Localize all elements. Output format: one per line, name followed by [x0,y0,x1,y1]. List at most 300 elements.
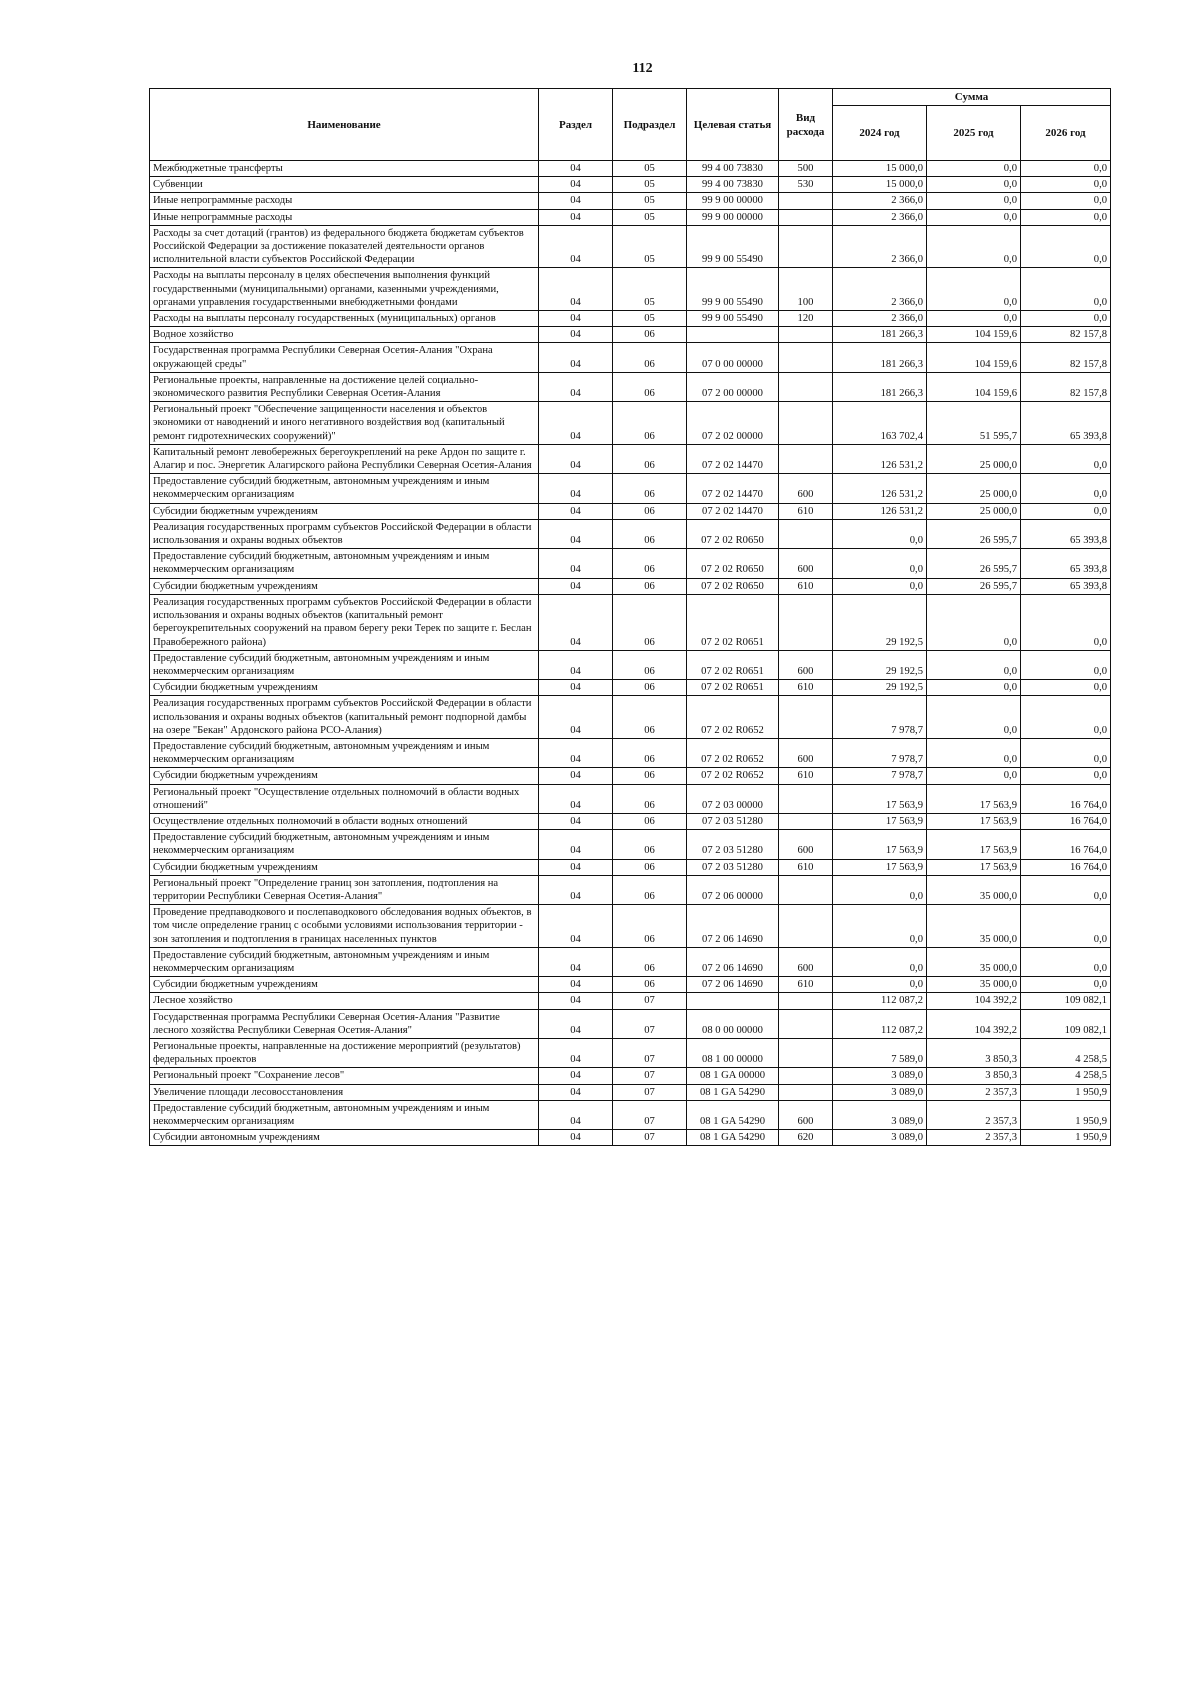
cell-subsection: 06 [613,947,687,976]
cell-2026: 0,0 [1021,875,1111,904]
header-2025: 2025 год [927,106,1021,161]
table-row [150,578,1111,594]
cell-kind [779,444,833,473]
cell-section: 04 [539,161,613,177]
cell-2025: 35 000,0 [927,947,1021,976]
cell-section: 04 [539,193,613,209]
table-row [150,813,1111,829]
cell-2025: 26 595,7 [927,519,1021,548]
header-section: Раздел [539,89,613,161]
cell-target: 08 1 00 00000 [687,1038,779,1067]
cell-kind: 530 [779,177,833,193]
cell-2025: 104 159,6 [927,343,1021,372]
cell-2025: 3 850,3 [927,1068,1021,1084]
cell-kind: 600 [779,1100,833,1129]
cell-kind [779,1009,833,1038]
cell-section: 04 [539,209,613,225]
cell-subsection: 07 [613,1084,687,1100]
cell-2025: 0,0 [927,696,1021,739]
cell-target [687,327,779,343]
cell-name: Предоставление субсидий бюджетным, автономным учреждениям и иным некоммерческим организациям [150,474,539,503]
cell-2026: 0,0 [1021,680,1111,696]
cell-name: Субсидии бюджетным учреждениям [150,680,539,696]
budget-table [149,88,1111,1146]
cell-2024: 181 266,3 [833,343,927,372]
cell-subsection: 05 [613,268,687,311]
cell-subsection: 06 [613,474,687,503]
cell-section: 04 [539,343,613,372]
cell-target: 99 9 00 00000 [687,193,779,209]
cell-2026: 0,0 [1021,594,1111,650]
cell-subsection: 06 [613,859,687,875]
cell-section: 04 [539,327,613,343]
cell-2024: 0,0 [833,977,927,993]
cell-section: 04 [539,859,613,875]
cell-name: Реализация государственных программ субъектов Российской Федерации в области использования и охраны водных объектов [150,519,539,548]
cell-subsection: 07 [613,993,687,1009]
cell-2026: 0,0 [1021,161,1111,177]
cell-2026: 4 258,5 [1021,1038,1111,1067]
header-2024: 2024 год [833,106,927,161]
cell-target: 99 4 00 73830 [687,161,779,177]
cell-section: 04 [539,402,613,445]
table-row [150,784,1111,813]
cell-name: Водное хозяйство [150,327,539,343]
cell-kind [779,875,833,904]
cell-kind: 120 [779,311,833,327]
cell-kind [779,193,833,209]
cell-2025: 17 563,9 [927,830,1021,859]
table-row [150,650,1111,679]
cell-kind [779,519,833,548]
cell-2024: 126 531,2 [833,474,927,503]
cell-2025: 104 392,2 [927,993,1021,1009]
cell-2025: 104 159,6 [927,327,1021,343]
cell-2025: 0,0 [927,311,1021,327]
cell-subsection: 06 [613,578,687,594]
cell-kind: 610 [779,578,833,594]
cell-subsection: 06 [613,372,687,401]
table-row [150,1068,1111,1084]
cell-target: 07 2 02 R0650 [687,519,779,548]
cell-section: 04 [539,372,613,401]
table-row [150,993,1111,1009]
cell-subsection: 06 [613,327,687,343]
cell-2026: 0,0 [1021,268,1111,311]
cell-2026: 65 393,8 [1021,549,1111,578]
cell-2026: 65 393,8 [1021,578,1111,594]
cell-name: Реализация государственных программ субъектов Российской Федерации в области использования и охраны водных объектов (капитальный ремонт подпорной дамбы на озере "Бекан" Ардонского района РСО-Алания) [150,696,539,739]
cell-2024: 17 563,9 [833,784,927,813]
cell-2024: 7 978,7 [833,738,927,767]
cell-2024: 2 366,0 [833,193,927,209]
cell-2026: 109 082,1 [1021,993,1111,1009]
cell-name: Субсидии бюджетным учреждениям [150,578,539,594]
cell-name: Расходы на выплаты персоналу государственных (муниципальных) органов [150,311,539,327]
table-row [150,738,1111,767]
cell-2025: 17 563,9 [927,859,1021,875]
cell-name: Государственная программа Республики Северная Осетия-Алания "Охрана окружающей среды" [150,343,539,372]
cell-target: 07 2 02 R0652 [687,768,779,784]
cell-section: 04 [539,650,613,679]
cell-name: Субсидии бюджетным учреждениям [150,503,539,519]
cell-2026: 1 950,9 [1021,1130,1111,1146]
cell-subsection: 05 [613,161,687,177]
table-row [150,947,1111,976]
cell-kind [779,993,833,1009]
cell-2025: 0,0 [927,650,1021,679]
cell-2026: 0,0 [1021,311,1111,327]
cell-name: Предоставление субсидий бюджетным, автономным учреждениям и иным некоммерческим организациям [150,830,539,859]
cell-section: 04 [539,1130,613,1146]
cell-kind [779,784,833,813]
cell-subsection: 05 [613,177,687,193]
cell-2026: 0,0 [1021,977,1111,993]
cell-target: 07 2 06 14690 [687,977,779,993]
cell-2024: 2 366,0 [833,311,927,327]
cell-target: 07 2 02 R0652 [687,696,779,739]
cell-2026: 0,0 [1021,768,1111,784]
cell-subsection: 05 [613,225,687,268]
cell-2025: 104 159,6 [927,372,1021,401]
cell-2025: 25 000,0 [927,474,1021,503]
cell-kind: 600 [779,549,833,578]
cell-2025: 0,0 [927,594,1021,650]
cell-target: 07 2 03 51280 [687,830,779,859]
cell-2026: 0,0 [1021,177,1111,193]
cell-2024: 0,0 [833,905,927,948]
cell-section: 04 [539,1100,613,1129]
table-row [150,209,1111,225]
cell-name: Региональный проект "Сохранение лесов" [150,1068,539,1084]
page-number: 112 [632,61,653,76]
cell-2024: 7 589,0 [833,1038,927,1067]
cell-target: 07 2 02 R0651 [687,594,779,650]
cell-subsection: 06 [613,519,687,548]
cell-target: 08 1 GA 54290 [687,1084,779,1100]
cell-name: Иные непрограммные расходы [150,209,539,225]
cell-2024: 163 702,4 [833,402,927,445]
cell-2026: 82 157,8 [1021,343,1111,372]
cell-kind: 600 [779,650,833,679]
cell-target: 08 0 00 00000 [687,1009,779,1038]
table-row [150,1038,1111,1067]
cell-target: 99 9 00 00000 [687,209,779,225]
cell-2025: 0,0 [927,161,1021,177]
cell-section: 04 [539,680,613,696]
cell-subsection: 05 [613,193,687,209]
cell-section: 04 [539,947,613,976]
cell-target: 07 2 00 00000 [687,372,779,401]
cell-name: Региональные проекты, направленные на достижение целей социально-экономического развития Республики Северная Осетия-Алания [150,372,539,401]
table-row [150,859,1111,875]
table-body [150,161,1111,1146]
cell-kind [779,343,833,372]
cell-name: Региональный проект "Определение границ зон затопления, подтопления на территории Республики Северная Осетия-Алания" [150,875,539,904]
cell-kind: 610 [779,680,833,696]
cell-2024: 7 978,7 [833,696,927,739]
cell-kind [779,696,833,739]
cell-target: 07 2 02 14470 [687,474,779,503]
cell-subsection: 06 [613,549,687,578]
table-row [150,372,1111,401]
cell-kind [779,594,833,650]
cell-subsection: 06 [613,875,687,904]
cell-name: Увеличение площади лесовосстановления [150,1084,539,1100]
cell-2026: 0,0 [1021,738,1111,767]
cell-section: 04 [539,519,613,548]
cell-subsection: 07 [613,1009,687,1038]
table-row [150,1084,1111,1100]
cell-kind [779,209,833,225]
table-row [150,768,1111,784]
cell-subsection: 06 [613,768,687,784]
cell-target: 08 1 GA 54290 [687,1100,779,1129]
cell-subsection: 06 [613,594,687,650]
cell-kind: 600 [779,474,833,503]
cell-2025: 25 000,0 [927,444,1021,473]
cell-2025: 51 595,7 [927,402,1021,445]
cell-name: Предоставление субсидий бюджетным, автономным учреждениям и иным некоммерческим организациям [150,650,539,679]
cell-kind: 610 [779,768,833,784]
table-row [150,161,1111,177]
cell-2024: 29 192,5 [833,650,927,679]
cell-target: 07 2 02 R0651 [687,650,779,679]
table-row [150,1009,1111,1038]
cell-name: Осуществление отдельных полномочий в области водных отношений [150,813,539,829]
cell-2024: 3 089,0 [833,1084,927,1100]
cell-section: 04 [539,696,613,739]
cell-2025: 2 357,3 [927,1130,1021,1146]
cell-kind [779,327,833,343]
cell-section: 04 [539,1038,613,1067]
cell-subsection: 06 [613,738,687,767]
cell-kind [779,905,833,948]
cell-kind: 620 [779,1130,833,1146]
cell-section: 04 [539,268,613,311]
table-row [150,696,1111,739]
cell-subsection: 06 [613,503,687,519]
cell-kind [779,402,833,445]
cell-2024: 2 366,0 [833,209,927,225]
cell-subsection: 06 [613,813,687,829]
cell-2024: 0,0 [833,519,927,548]
cell-kind: 610 [779,977,833,993]
cell-2026: 65 393,8 [1021,519,1111,548]
cell-2026: 0,0 [1021,905,1111,948]
cell-2024: 0,0 [833,875,927,904]
cell-section: 04 [539,1084,613,1100]
cell-2024: 3 089,0 [833,1100,927,1129]
cell-2025: 25 000,0 [927,503,1021,519]
cell-subsection: 07 [613,1068,687,1084]
cell-target: 07 2 02 R0650 [687,549,779,578]
cell-section: 04 [539,503,613,519]
cell-target: 07 2 02 14470 [687,503,779,519]
cell-section: 04 [539,875,613,904]
cell-kind: 610 [779,859,833,875]
table-row [150,311,1111,327]
cell-2024: 112 087,2 [833,993,927,1009]
cell-2025: 35 000,0 [927,977,1021,993]
cell-name: Субвенции [150,177,539,193]
cell-section: 04 [539,784,613,813]
table-row [150,474,1111,503]
table-row [150,680,1111,696]
cell-target: 07 2 06 14690 [687,947,779,976]
cell-target: 99 4 00 73830 [687,177,779,193]
cell-2025: 3 850,3 [927,1038,1021,1067]
table-row [150,268,1111,311]
cell-2026: 109 082,1 [1021,1009,1111,1038]
cell-2026: 1 950,9 [1021,1084,1111,1100]
cell-subsection: 07 [613,1038,687,1067]
cell-subsection: 06 [613,830,687,859]
header-name: Наименование [150,89,539,161]
cell-name: Иные непрограммные расходы [150,193,539,209]
cell-target: 99 9 00 55490 [687,311,779,327]
cell-kind [779,813,833,829]
cell-name: Субсидии бюджетным учреждениям [150,768,539,784]
cell-kind: 500 [779,161,833,177]
cell-subsection: 06 [613,696,687,739]
cell-2025: 17 563,9 [927,784,1021,813]
cell-subsection: 06 [613,343,687,372]
cell-2026: 16 764,0 [1021,859,1111,875]
table-row [150,519,1111,548]
cell-name: Проведение предпаводкового и послепаводкового обследования водных объектов, в том числе определение границ с особыми условиями использования территории - зон затопления и подтопления в границах населенных пунктов [150,905,539,948]
cell-2025: 0,0 [927,768,1021,784]
cell-2024: 29 192,5 [833,680,927,696]
cell-2026: 0,0 [1021,947,1111,976]
cell-2025: 26 595,7 [927,578,1021,594]
cell-name: Субсидии автономным учреждениям [150,1130,539,1146]
cell-2024: 17 563,9 [833,859,927,875]
cell-2026: 0,0 [1021,650,1111,679]
cell-subsection: 07 [613,1130,687,1146]
cell-kind: 600 [779,738,833,767]
cell-2024: 29 192,5 [833,594,927,650]
cell-2026: 1 950,9 [1021,1100,1111,1129]
cell-subsection: 07 [613,1100,687,1129]
cell-2025: 35 000,0 [927,905,1021,948]
cell-target: 07 2 03 00000 [687,784,779,813]
cell-subsection: 05 [613,209,687,225]
cell-name: Предоставление субсидий бюджетным, автономным учреждениям и иным некоммерческим организациям [150,738,539,767]
header-sum: Сумма [833,89,1111,106]
header-subsection: Подраздел [613,89,687,161]
cell-kind: 100 [779,268,833,311]
cell-subsection: 06 [613,784,687,813]
table-row [150,327,1111,343]
cell-subsection: 06 [613,650,687,679]
cell-section: 04 [539,977,613,993]
cell-name: Государственная программа Республики Северная Осетия-Алания "Развитие лесного хозяйства Республики Северная Осетия-Алания" [150,1009,539,1038]
cell-target: 07 2 06 14690 [687,905,779,948]
cell-2025: 2 357,3 [927,1084,1021,1100]
cell-2024: 2 366,0 [833,225,927,268]
cell-section: 04 [539,993,613,1009]
table-row [150,594,1111,650]
cell-section: 04 [539,578,613,594]
header-kind: Вид расхода [779,89,833,161]
cell-target: 07 2 02 00000 [687,402,779,445]
cell-name: Лесное хозяйство [150,993,539,1009]
cell-kind [779,1084,833,1100]
cell-kind: 600 [779,830,833,859]
cell-target: 99 9 00 55490 [687,268,779,311]
cell-2024: 15 000,0 [833,177,927,193]
cell-target: 08 1 GA 54290 [687,1130,779,1146]
cell-2026: 82 157,8 [1021,327,1111,343]
cell-name: Расходы на выплаты персоналу в целях обеспечения выполнения функций государственными (муниципальными) органами, казенными учреждениями, органами управления государственными внебюджетными фондами [150,268,539,311]
cell-2024: 181 266,3 [833,372,927,401]
cell-name: Реализация государственных программ субъектов Российской Федерации в области использования и охраны водных объектов (капитальный ремонт берегоукрепительных сооружений на правом берегу реки Терек по защите г. Беслан Правобережного района) [150,594,539,650]
cell-target: 99 9 00 55490 [687,225,779,268]
cell-2025: 2 357,3 [927,1100,1021,1129]
cell-target: 07 2 02 R0650 [687,578,779,594]
cell-kind: 600 [779,947,833,976]
table-row [150,549,1111,578]
cell-kind [779,372,833,401]
cell-2025: 26 595,7 [927,549,1021,578]
table-row [150,1100,1111,1129]
cell-2024: 112 087,2 [833,1009,927,1038]
cell-2026: 0,0 [1021,444,1111,473]
cell-section: 04 [539,549,613,578]
cell-section: 04 [539,177,613,193]
cell-section: 04 [539,813,613,829]
cell-2025: 0,0 [927,268,1021,311]
cell-target: 07 2 06 00000 [687,875,779,904]
cell-name: Межбюджетные трансферты [150,161,539,177]
cell-kind: 610 [779,503,833,519]
cell-name: Расходы за счет дотаций (грантов) из федерального бюджета бюджетам субъектов Российской Федерации за достижение показателей деятельности органов исполнительной власти субъектов Российской Федерации [150,225,539,268]
cell-name: Предоставление субсидий бюджетным, автономным учреждениям и иным некоммерческим организациям [150,947,539,976]
header-target: Целевая статья [687,89,779,161]
cell-2026: 4 258,5 [1021,1068,1111,1084]
cell-2025: 35 000,0 [927,875,1021,904]
table-row [150,905,1111,948]
cell-target: 07 2 02 R0651 [687,680,779,696]
cell-name: Региональные проекты, направленные на достижение мероприятий (результатов) федеральных проектов [150,1038,539,1067]
cell-2025: 0,0 [927,193,1021,209]
cell-section: 04 [539,768,613,784]
cell-name: Субсидии бюджетным учреждениям [150,977,539,993]
cell-2024: 181 266,3 [833,327,927,343]
cell-2025: 0,0 [927,738,1021,767]
table-row [150,225,1111,268]
cell-2026: 16 764,0 [1021,830,1111,859]
cell-2024: 15 000,0 [833,161,927,177]
cell-2024: 3 089,0 [833,1130,927,1146]
cell-name: Предоставление субсидий бюджетным, автономным учреждениям и иным некоммерческим организациям [150,1100,539,1129]
table-row [150,402,1111,445]
cell-2026: 16 764,0 [1021,813,1111,829]
cell-section: 04 [539,738,613,767]
cell-subsection: 06 [613,977,687,993]
cell-name: Капитальный ремонт левобережных берегоукреплений на реке Ардон по защите г. Алагир и пос. Энергетик Алагирского района Республики Северная Осетия-Алания [150,444,539,473]
table-row [150,1130,1111,1146]
cell-2026: 0,0 [1021,209,1111,225]
cell-target: 07 0 00 00000 [687,343,779,372]
cell-2024: 17 563,9 [833,813,927,829]
cell-subsection: 05 [613,311,687,327]
cell-section: 04 [539,1009,613,1038]
cell-2025: 104 392,2 [927,1009,1021,1038]
cell-2026: 82 157,8 [1021,372,1111,401]
cell-kind [779,1038,833,1067]
